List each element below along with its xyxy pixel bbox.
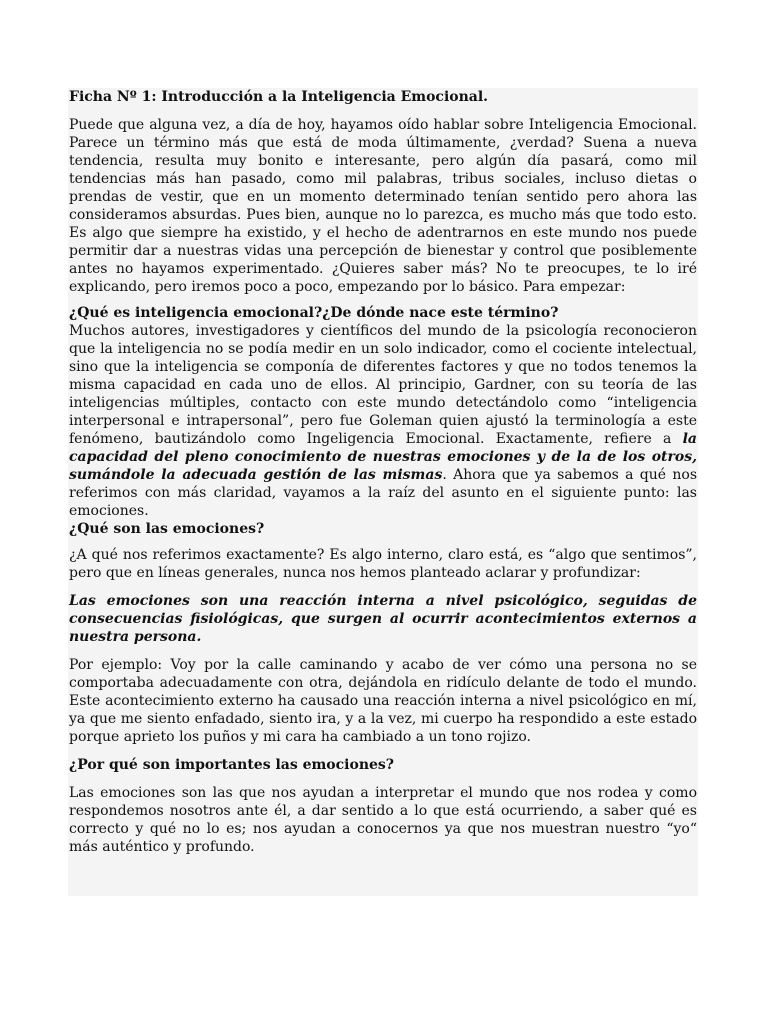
section-paragraph-importancia: Las emociones son las que nos ayudan a interpretar el mundo que nos rodea y como respondemos nosotros ante él, a dar sentido a lo que está ocurriendo, a saber qué es correcto y qué no lo es; nos ayudan a conocernos ya que nos muestran nuestro “yo“ más auténtico y profundo. [69,785,697,855]
emotion-definition-quote: Las emociones son una reacción interna a nivel psicológico, seguidas de consecuencias fisiológicas, que surgen al ocurrir acontecimientos externos a nuestra persona. [69,593,697,645]
document-title: Ficha Nº 1: Introducción a la Inteligencia Emocional. [69,89,489,105]
document-page [68,88,698,896]
section-heading-importancia: ¿Por qué son importantes las emociones? [69,757,395,773]
paragraph-text: . Ahora que ya sabemos a qué nos referimos con más claridad, vayamos a la raíz del asunto en el siguiente punto: las emociones. [69,467,698,519]
section-heading-emociones: ¿Qué son las emociones? [69,521,265,537]
paragraph-text: Muchos autores, investigadores y científicos del mundo de la psicología reconocieron que la inteligencia no se podía medir en un solo indicador, como el cociente intelectual, sino que la inteligencia se componía de diferentes factores y que no todos tenemos la misma capacidad en cada uno de ellos. Al principio, Gardner, con su teoría de las inteligencias múltiples, contacto con este mundo detectándolo como “inteligencia interpersonal e intrapersonal”, pero fue Goleman quien ajustó la terminología a este fenómeno, bautizándolo como Ingeligencia Emocional. Exactamente, refiere a [69,323,697,447]
emphasized-definition: la capacidad del pleno conocimiento de nuestras emociones y de la de los otros, sumándole la adecuada gestión de las mismas [69,431,697,483]
section-paragraph-emociones-intro: ¿A qué nos referimos exactamente? Es algo interno, claro está, es “algo que sentimos”, pero que en líneas generales, nunca nos hemos planteado aclarar y profundizar: [69,547,697,581]
section-paragraph-inteligencia-emocional [69,322,697,520]
example-paragraph: Por ejemplo: Voy por la calle caminando y acabo de ver cómo una persona no se comportaba adecuadamente con otra, dejándola en ridículo delante de todo el mundo. Este acontecimiento externo ha causado una reacción interna a nivel psicológico en mí, ya que me siento enfadado, siento ira, y a la vez, mi cuerpo ha respondido a este estado porque aprieto los puños y mi cara ha cambiado a un tono rojizo. [69,657,697,745]
intro-paragraph: Puede que alguna vez, a día de hoy, hayamos oído hablar sobre Inteligencia Emocional. Parece un término más que está de moda últimamente, ¿verdad? Suena a nueva tendencia, resulta muy bonito e interesante, pero algún día pasará, como mil tendencias más han pasado, como mil palabras, tribus sociales, incluso dietas o prendas de vestir, que en un momento determinado tenían sentido pero ahora las consideramos absurdas. Pues bien, aunque no lo parezca, es mucho más que todo esto. Es algo que siempre ha existido, y el hecho de adentrarnos en este mundo nos puede permitir dar a nuestras vidas una percepción de bienestar y control que posiblemente antes no hayamos experimentado. ¿Quieres saber más? No te preocupes, te lo iré explicando, pero iremos poco a poco, empezando por lo básico. Para empezar: [69,117,697,295]
document-body [69,88,697,856]
section-heading-inteligencia-emocional: ¿Qué es inteligencia emocional?¿De dónde nace este término? [69,305,559,321]
